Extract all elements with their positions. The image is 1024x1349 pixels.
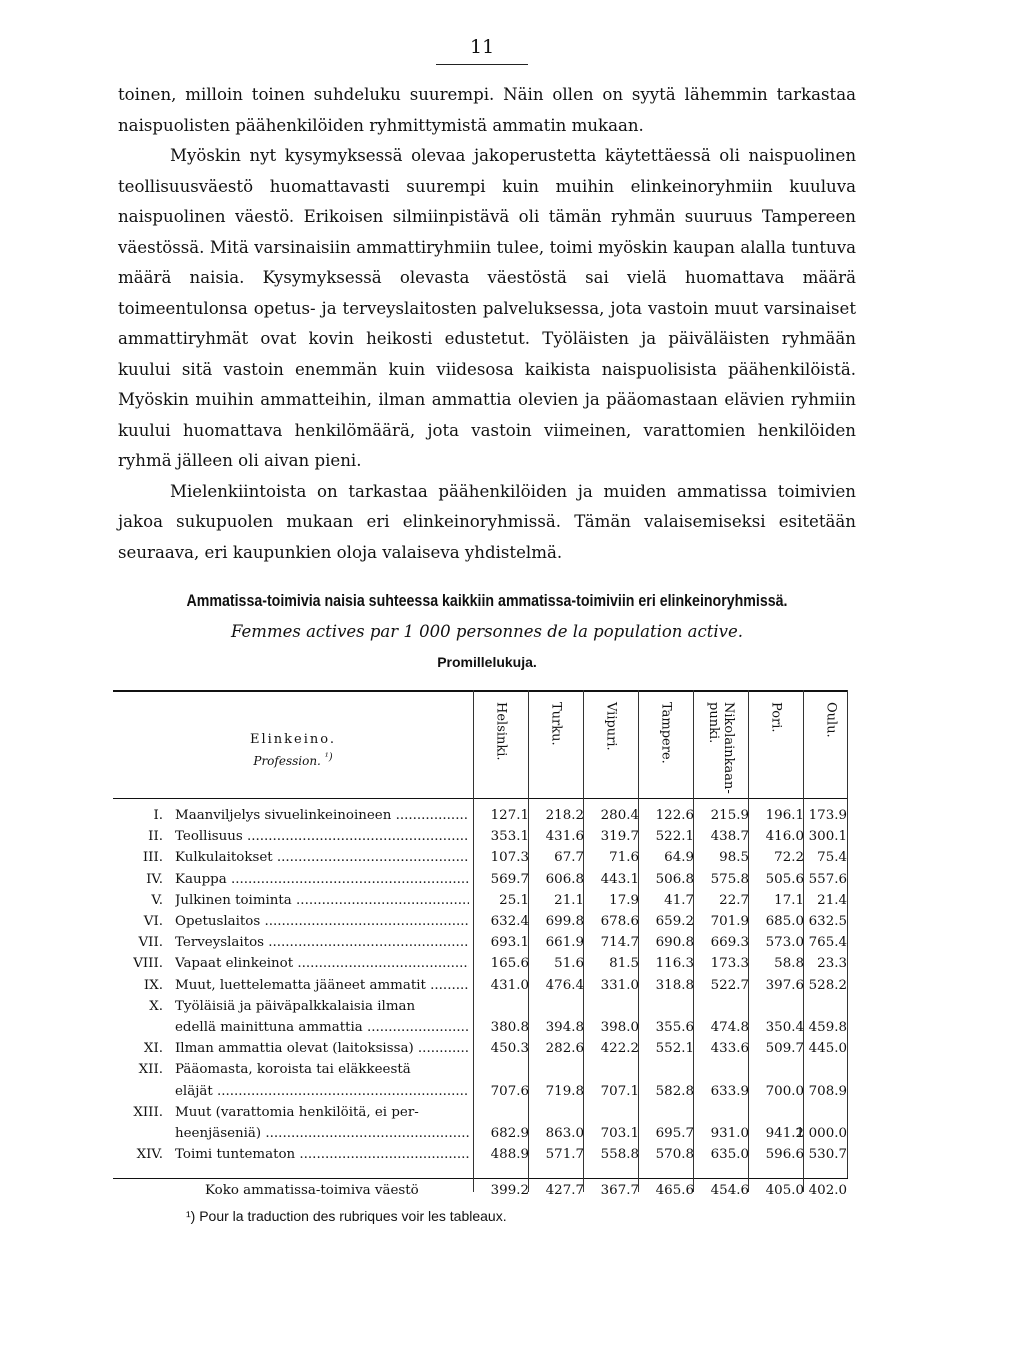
cell-value: 127.1 (490, 808, 529, 823)
cell-value: 719.8 (545, 1083, 584, 1099)
row-label: eläjät ..... (175, 1084, 469, 1099)
row-number: XII. (138, 1062, 163, 1078)
cell-value: 72.2 (774, 850, 804, 866)
paragraph: Mielenkiintoista on tarkastaa päähenkilöiden ja muiden ammatissa toimivien jakoa sukupuolen mukaan eri elinkeinoryhmissä. Tämän valaisemiseksi esitetään seuraava, eri kaupunkien oloja valaiseva yhdistelmä. (118, 481, 856, 562)
table-total-rule (113, 1178, 848, 1179)
row-number: XIII. (133, 1104, 163, 1120)
cell-value: 218.2 (545, 808, 584, 823)
table-row (113, 872, 848, 894)
row-label: Kauppa ..... (175, 872, 469, 887)
cell-value: 931.0 (710, 1126, 749, 1141)
row-number: III. (142, 850, 163, 866)
cell-value: 699.8 (545, 914, 584, 929)
table-row (113, 808, 848, 830)
row-label: Opetuslaitos ..... (175, 914, 469, 929)
cell-value: 685.0 (765, 914, 804, 929)
total-label: Koko ammatissa-toimiva väestö (205, 1183, 419, 1198)
cell-value: 703.1 (600, 1126, 639, 1141)
cell-value: 557.6 (808, 871, 847, 887)
column-header (639, 702, 693, 797)
table-row (113, 1147, 848, 1169)
table-row (113, 978, 848, 1000)
column-header (694, 702, 748, 797)
cell-value: 558.8 (600, 1147, 639, 1163)
column-header-label: Nikolainkaan- punki. (706, 702, 736, 794)
column-header-label: Pori. (768, 702, 784, 733)
cell-value: 570.8 (655, 1147, 694, 1163)
cell-value: 450.3 (490, 1041, 529, 1057)
table-subtitle: Femmes actives par 1 000 personnes de la population active. (231, 622, 743, 641)
cell-value: 98.5 (719, 850, 749, 866)
cell-value: 41.7 (664, 892, 694, 908)
table-row (113, 829, 848, 851)
cell-value: 422.2 (600, 1041, 639, 1057)
total-value: 405.0 (765, 1183, 804, 1198)
footnote-text: Pour la traduction des rubriques voir les tableaux. (199, 1208, 507, 1224)
row-number: X. (149, 998, 163, 1014)
cell-value: 573.0 (765, 935, 804, 951)
cell-value: 528.2 (808, 977, 847, 993)
row-label: Maanviljelys sivuelinkeinoineen ..... (175, 808, 469, 823)
cell-value: 67.7 (554, 850, 584, 866)
cell-value: 75.4 (817, 850, 847, 866)
cell-value: 632.5 (808, 914, 847, 929)
column-header (749, 702, 803, 797)
cell-value: 445.0 (808, 1041, 847, 1057)
cell-value: 708.9 (808, 1083, 847, 1099)
page-number-rule (436, 64, 528, 65)
cell-value: 863.0 (545, 1126, 584, 1141)
cell-value: 23.3 (817, 956, 847, 972)
page-number: 11 (470, 36, 495, 58)
row-label: Pääomasta, koroista tai eläkkeestä (175, 1062, 411, 1078)
row-label: Vapaat elinkeinot ..... (175, 956, 469, 971)
cell-value: 355.6 (655, 1020, 694, 1035)
column-header-label: Oulu. (823, 702, 839, 738)
cell-value: 765.4 (808, 935, 847, 951)
cell-value: 569.7 (490, 871, 529, 887)
cell-value: 353.1 (490, 829, 529, 845)
header-title: Elinkeino. (249, 732, 336, 747)
cell-value: 509.7 (765, 1041, 804, 1057)
cell-value: 571.7 (545, 1147, 584, 1163)
row-label: edellä mainittuna ammattia ..... (175, 1020, 469, 1035)
header-footnote-marker: ¹) (324, 752, 333, 763)
table-row (113, 1041, 848, 1063)
cell-value: 488.9 (490, 1147, 529, 1163)
cell-value: 319.7 (600, 829, 639, 845)
table-title: Ammatissa-toimivia naisia suhteessa kaikkiin ammatissa-toimiviin eri elinkeinoryhmissä. (186, 592, 788, 610)
cell-value: 669.3 (710, 935, 749, 951)
cell-value: 107.3 (490, 850, 529, 866)
cell-value: 682.9 (490, 1126, 529, 1141)
total-value: 454.6 (710, 1183, 749, 1198)
table-row (113, 893, 848, 915)
cell-value: 522.7 (710, 977, 749, 993)
header-subtitle-text: Profession. (253, 754, 321, 768)
cell-value: 394.8 (545, 1020, 584, 1035)
cell-value: 21.4 (817, 892, 847, 908)
cell-value: 707.6 (490, 1083, 529, 1099)
cell-value: 331.0 (600, 977, 639, 993)
column-header (584, 702, 638, 797)
table-row (113, 935, 848, 957)
cell-value: 635.0 (710, 1147, 749, 1163)
column-header-label: Helsinki. (493, 702, 509, 761)
cell-value: 51.6 (554, 956, 584, 972)
cell-value: 282.6 (545, 1041, 584, 1057)
cell-value: 701.9 (710, 914, 749, 929)
table-unit: Promillelukuja. (437, 654, 537, 670)
row-number: V. (151, 892, 163, 908)
cell-value: 318.8 (655, 977, 694, 993)
cell-value: 17.1 (774, 892, 804, 908)
cell-value: 280.4 (600, 808, 639, 823)
total-value: 465.6 (655, 1183, 694, 1198)
table-row (113, 850, 848, 872)
row-number: II. (148, 829, 163, 845)
row-label: Terveyslaitos ..... (175, 935, 469, 950)
cell-value: 17.9 (609, 892, 639, 908)
cell-value: 575.8 (710, 871, 749, 887)
row-number: VIII. (133, 956, 163, 972)
header-subtitle (113, 752, 473, 768)
column-header (474, 702, 528, 797)
table-row-continuation (113, 1062, 848, 1084)
cell-value: 397.6 (765, 977, 804, 993)
row-label: heenjäseniä) ..... (175, 1126, 469, 1141)
cell-value: 700.0 (765, 1083, 804, 1099)
row-label: Teollisuus ..... (175, 829, 469, 844)
cell-value: 661.9 (545, 935, 584, 951)
column-header (529, 702, 583, 797)
table-row (113, 1020, 848, 1042)
cell-value: 431.6 (545, 829, 584, 845)
cell-value: 659.2 (655, 914, 694, 929)
cell-value: 941.2 (765, 1126, 804, 1141)
column-header (804, 702, 858, 797)
cell-value: 606.8 (545, 871, 584, 887)
total-value: 402.0 (808, 1183, 847, 1198)
cell-value: 632.4 (490, 914, 529, 929)
cell-value: 505.6 (765, 871, 804, 887)
data-table (113, 690, 848, 1198)
table-row-continuation (113, 999, 848, 1021)
row-number: I. (153, 808, 163, 823)
table-header-stub (113, 700, 473, 795)
cell-value: 71.6 (609, 850, 639, 866)
cell-value: 714.7 (600, 935, 639, 951)
column-header-label: Tampere. (658, 702, 674, 764)
cell-value: 398.0 (600, 1020, 639, 1035)
cell-value: 678.6 (600, 914, 639, 929)
cell-value: 58.8 (774, 956, 804, 972)
footnote-marker: ¹) (186, 1208, 196, 1224)
cell-value: 196.1 (765, 808, 804, 823)
cell-value: 215.9 (710, 808, 749, 823)
cell-value: 596.6 (765, 1147, 804, 1163)
cell-value: 416.0 (765, 829, 804, 845)
row-label: Julkinen toiminta ..... (175, 893, 469, 908)
cell-value: 350.4 (765, 1020, 804, 1035)
row-label: Ilman ammattia olevat (laitoksissa) ..... (175, 1041, 469, 1056)
cell-value: 438.7 (710, 829, 749, 845)
cell-value: 81.5 (609, 956, 639, 972)
cell-value: 690.8 (655, 935, 694, 951)
cell-value: 21.1 (554, 892, 584, 908)
cell-value: 693.1 (490, 935, 529, 951)
cell-value: 173.9 (808, 808, 847, 823)
table-row (113, 1126, 848, 1148)
cell-value: 552.1 (655, 1041, 694, 1057)
cell-value: 707.1 (600, 1083, 639, 1099)
cell-value: 433.6 (710, 1041, 749, 1057)
row-label: Kulkulaitokset ..... (175, 850, 469, 865)
cell-value: 64.9 (664, 850, 694, 866)
table-row-continuation (113, 1105, 848, 1127)
row-label: Muut, luettelematta jääneet ammatit ..... (175, 978, 469, 993)
total-value: 399.2 (490, 1183, 529, 1198)
table-top-rule (113, 690, 848, 692)
cell-value: 582.8 (655, 1083, 694, 1099)
row-number: IX. (143, 977, 163, 993)
table-row (113, 1084, 848, 1106)
cell-value: 300.1 (808, 829, 847, 845)
row-label: Toimi tuntematon ..... (175, 1147, 469, 1162)
table-row (113, 956, 848, 978)
row-number: IV. (146, 871, 163, 887)
row-number: VI. (143, 914, 163, 929)
cell-value: 1 000.0 (795, 1126, 847, 1141)
table-row (113, 914, 848, 936)
cell-value: 122.6 (655, 808, 694, 823)
row-label: Muut (varattomia henkilöitä, ei per- (175, 1104, 419, 1120)
body-text (118, 80, 856, 568)
total-row (113, 1183, 848, 1205)
cell-value: 22.7 (719, 892, 749, 908)
footnote (186, 1208, 507, 1224)
row-number: XIV. (136, 1147, 163, 1163)
cell-value: 695.7 (655, 1126, 694, 1141)
row-number: VII. (138, 935, 163, 951)
cell-value: 116.3 (655, 956, 694, 972)
column-header-label: Turku. (548, 702, 564, 746)
cell-value: 474.8 (710, 1020, 749, 1035)
cell-value: 506.8 (655, 871, 694, 887)
cell-value: 173.3 (710, 956, 749, 972)
paragraph: toinen, milloin toinen suhdeluku suurempi. Näin ollen on syytä lähemmin tarkastaa naispuolisten päähenkilöiden ryhmittymistä ammatin mukaan. (118, 85, 856, 135)
cell-value: 633.9 (710, 1083, 749, 1099)
total-value: 427.7 (545, 1183, 584, 1198)
cell-value: 380.8 (490, 1020, 529, 1035)
cell-value: 522.1 (655, 829, 694, 845)
row-label: Työläisiä ja päiväpalkkalaisia ilman (175, 998, 416, 1014)
cell-value: 530.7 (808, 1147, 847, 1163)
cell-value: 459.8 (808, 1020, 847, 1035)
table-header-rule (113, 798, 848, 799)
cell-value: 431.0 (490, 977, 529, 993)
paragraph: Myöskin nyt kysymyksessä olevaa jakoperustetta käytettäessä oli naispuolinen teollisuusväestö huomattavasti suurempi kuin muihin elinkeinoryhmiin kuuluva naispuolinen väestö. Erikoisen silmiinpistävä oli tämän ryhmän suuruus Tampereen väestössä. Mitä varsinaisiin ammattiryhmiin tulee, toimi myöskin kaupan alalla tuntuva määrä naisia. Kysymyksessä olevasta väestöstä sai vielä huomattava määrä toimeentulonsa opetus- ja terveyslaitosten palveluksessa, jota vastoin muut varsinaiset ammattiryhmät ovat kovin heikosti edustetut. Työläisten ja päiväläisten ryhmään kuului sitä vastoin enemmän kuin viidesosa kaikista naispuolisista päähenkilöistä. Myöskin muihin ammatteihin, ilman ammattia olevien ja pääomastaan elävien ryhmiin kuului huomattava henkilömäärä, jota vastoin viimeinen, varattomien henkilöiden ryhmä jälleen oli aivan pieni. (118, 146, 856, 470)
cell-value: 165.6 (490, 956, 529, 972)
cell-value: 443.1 (600, 871, 639, 887)
column-header-label: Viipuri. (603, 702, 619, 751)
cell-value: 476.4 (545, 977, 584, 993)
total-value: 367.7 (600, 1183, 639, 1198)
row-number: XI. (143, 1041, 163, 1057)
cell-value: 25.1 (499, 892, 529, 908)
